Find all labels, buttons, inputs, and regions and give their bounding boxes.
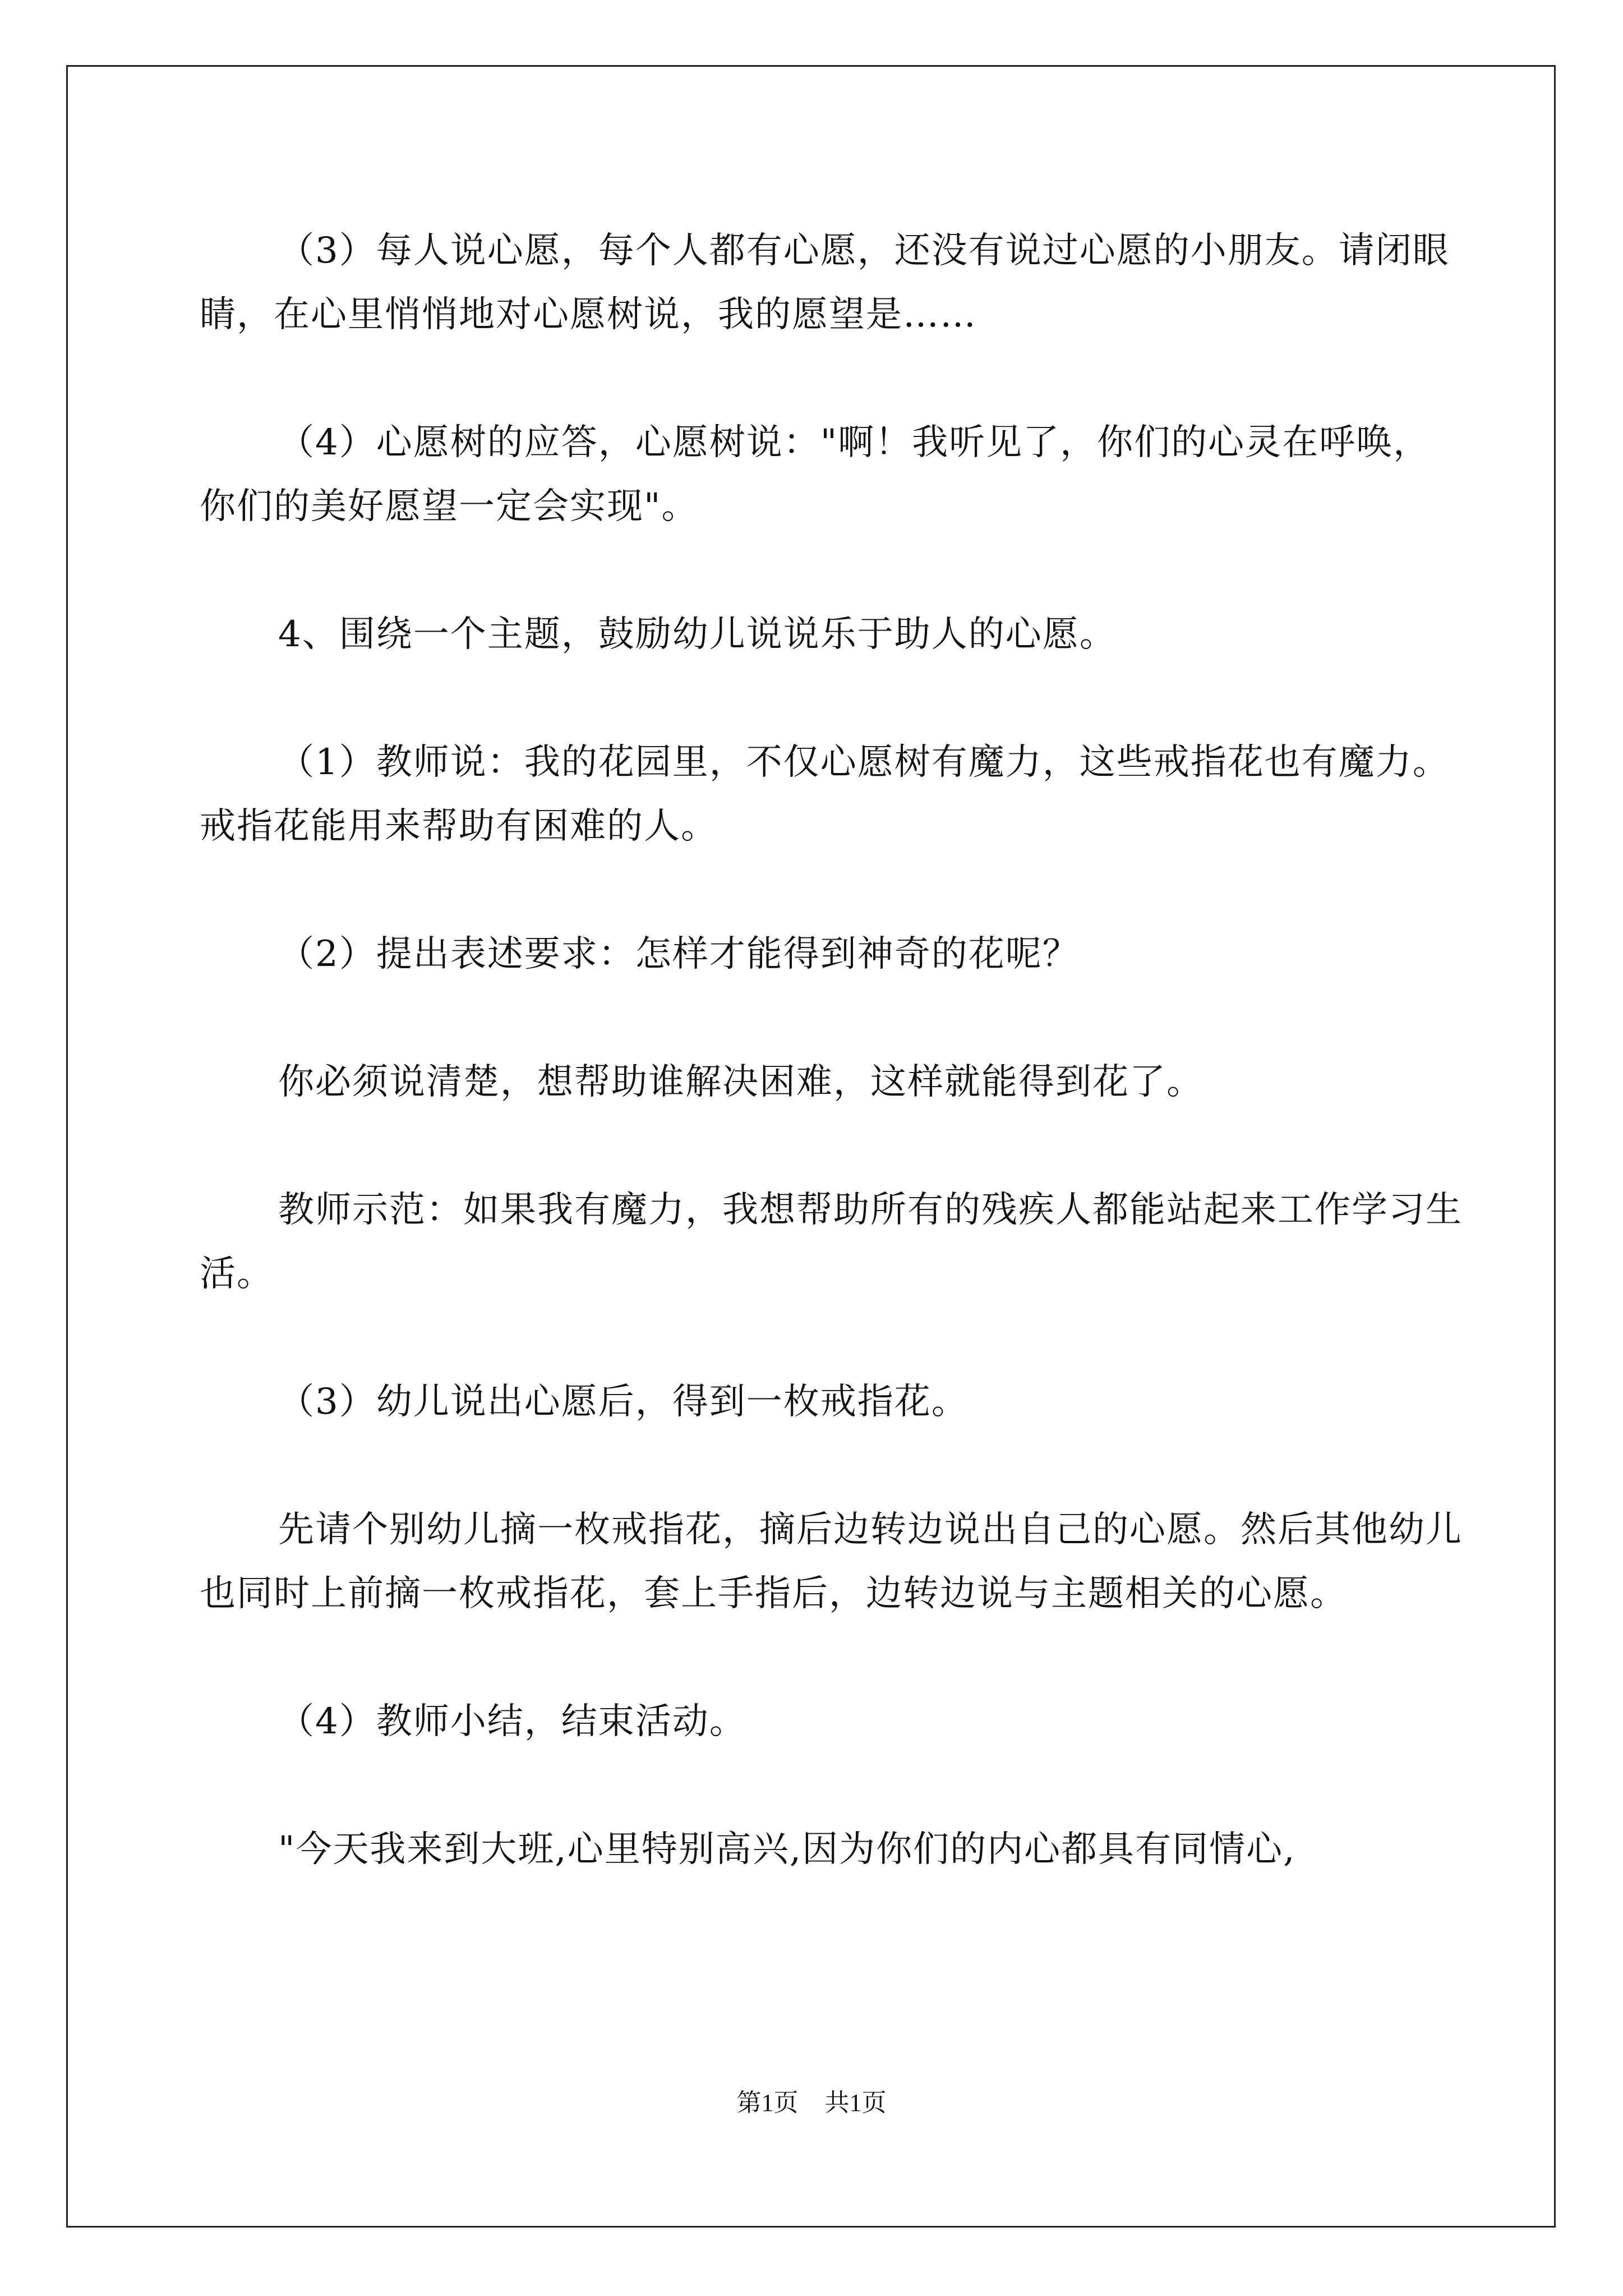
- paragraph-must-say: 你必须说清楚，想帮助谁解决困难，这样就能得到花了。: [278, 1061, 1204, 1103]
- page-footer: [0, 2082, 1623, 2118]
- page-total: 共1页: [824, 2089, 887, 2116]
- paragraph-wish-each: （3）每人说心愿，每个人都有心愿，还没有说过心愿的小朋友。请闭眼睛，在心里悄悄地对心愿树说，我的愿望是……: [200, 230, 1450, 335]
- paragraph-theme: 4、围绕一个主题，鼓励幼儿说说乐于助人的心愿。: [278, 614, 1117, 655]
- paragraph-requirement: （2）提出表述要求：怎样才能得到神奇的花呢？: [278, 933, 1080, 975]
- document-body: [200, 219, 1467, 1945]
- paragraph-summary: （4）教师小结，结束活动。: [278, 1701, 746, 1742]
- page-number: 第1页: [736, 2089, 799, 2116]
- paragraph-teacher-demo: 教师示范：如果我有魔力，我想帮助所有的残疾人都能站起来工作学习生活。: [200, 1189, 1463, 1295]
- paragraph-closing-quote: "今天我来到大班,心里特别高兴,因为你们的内心都具有同情心,: [278, 1829, 1296, 1870]
- paragraph-pick-flower: 先请个别幼儿摘一枚戒指花，摘后边转边说出自己的心愿。然后其他幼儿也同时上前摘一枚戒指花，套上手指后，边转边说与主题相关的心愿。: [200, 1509, 1463, 1614]
- paragraph-teacher-says: （1）教师说：我的花园里，不仅心愿树有魔力，这些戒指花也有魔力。戒指花能用来帮助有困难的人。: [200, 742, 1450, 847]
- paragraph-get-flower: （3）幼儿说出心愿后，得到一枚戒指花。: [278, 1381, 969, 1423]
- paragraph-tree-answer: （4）心愿树的应答，心愿树说："啊！我听见了，你们的心灵在呼唤，你们的美好愿望一定会实现"。: [200, 422, 1431, 527]
